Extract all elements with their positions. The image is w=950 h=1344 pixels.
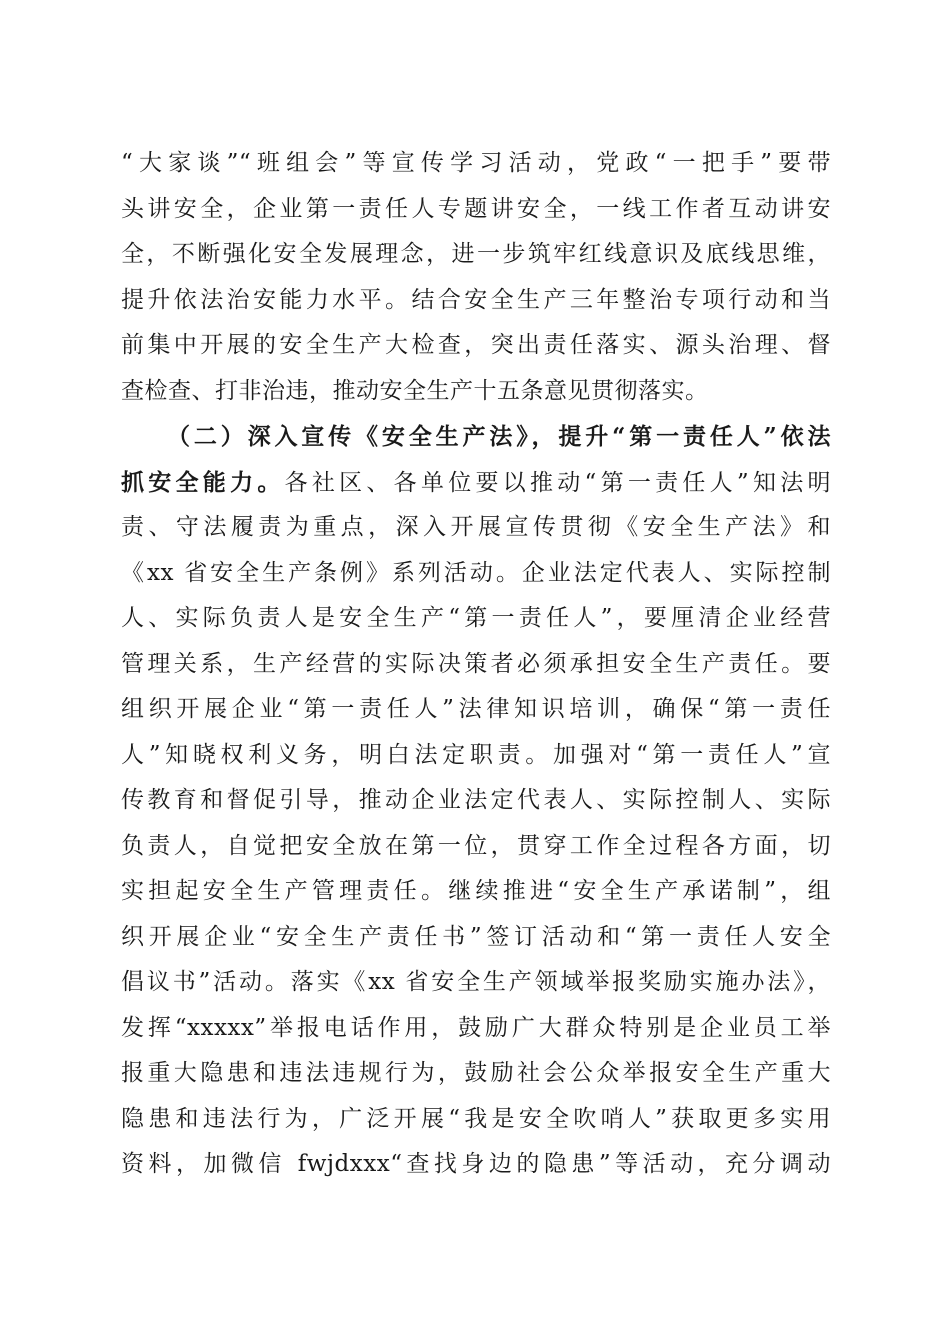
paragraph-2 [121,414,831,1188]
text-line: 人、实际负责人是安全生产“第一责任人”，要厘清企业经营 [121,605,831,631]
text-line: 资料，加微信 fwjdxxx“查找身边的隐患”等活动，充分调动 [121,1151,831,1177]
text-line: 全，不断强化安全发展理念，进一步筑牢红线意识及底线思维， [121,241,831,267]
text-line: 人”知晓权利义务，明白法定职责。加强对“第一责任人”宣 [121,741,831,768]
text-line: 头讲安全，企业第一责任人专题讲安全，一线工作者互动讲安 [121,195,831,222]
text-line: 提升依法治安能力水平。结合安全生产三年整治专项行动和当 [121,286,831,313]
text-line: 实担起安全生产管理责任。继续推进“安全生产承诺制”，组 [121,878,831,904]
text-line: 《xx 省安全生产条例》系列活动。企业法定代表人、实际控制 [121,559,831,586]
section-heading-continued: 抓安全能力。 [121,468,285,496]
text-line: 前集中开展的安全生产大检查，突出责任落实、源头治理、督 [121,332,831,358]
document-body [121,141,831,1188]
text-line: 织开展企业“安全生产责任书”签订活动和“第一责任人安全 [121,923,831,950]
text-line: 倡议书”活动。落实《xx 省安全生产领域举报奖励实施办法》， [121,969,831,995]
text-line: 负责人，自觉把安全放在第一位，贯穿工作全过程各方面，切 [121,832,831,859]
text-line: 发挥“xxxxx”举报电话作用，鼓励广大群众特别是企业员工举 [121,1014,831,1041]
text-line [121,460,831,506]
text-line: 查检查、打非治违，推动安全生产十五条意见贯彻落实。 [121,377,709,404]
text-line: 传教育和督促引导，推动企业法定代表人、实际控制人、实际 [121,787,831,813]
section-heading: （二）深入宣传《安全生产法》，提升“第一责任人”依法 [167,423,831,450]
text-line: 隐患和违法行为，广泛开展“我是安全吹哨人”获取更多实用 [121,1105,831,1132]
text-line: 组织开展企业“第一责任人”法律知识培训，确保“第一责任 [121,696,831,722]
text-line: 报重大隐患和违法违规行为，鼓励社会公众举报安全生产重大 [121,1060,831,1086]
text-line: 责、守法履责为重点，深入开展宣传贯彻《安全生产法》和 [121,514,831,540]
text-line: 管理关系，生产经营的实际决策者必须承担安全生产责任。要 [121,650,831,677]
text-segment: 各社区、各单位要以推动“第一责任人”知法明 [284,469,831,496]
paragraph-1 [121,141,831,414]
text-line: “大家谈”“班组会”等宣传学习活动，党政“一把手”要带 [121,150,831,176]
